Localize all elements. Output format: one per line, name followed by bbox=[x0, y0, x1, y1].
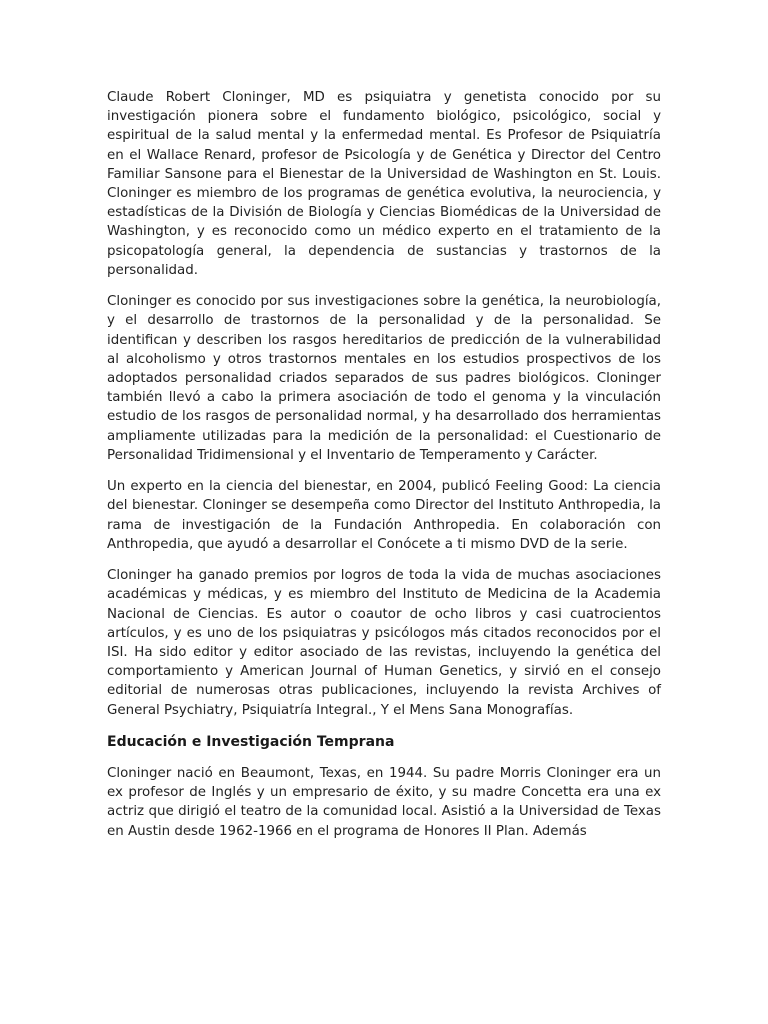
paragraph-wellbeing: Un experto en la ciencia del bienestar, en 2004, publicó Feeling Good: La ciencia del bienestar. Cloninger se desempeña como Director del Instituto Anthropedia, la rama de investigación de la Fundación Anthropedia. En colaboración con Anthropedia, que ayudó a desarrollar el Conócete a ti mismo DVD de la serie. bbox=[107, 479, 661, 552]
paragraph-awards: Cloninger ha ganado premios por logros de toda la vida de muchas asociaciones académicas y médicas, y es miembro del Instituto de Medicina de la Academia Nacional de Ciencias. Es autor o coautor de ocho libros y casi cuatrocientos artículos, y es uno de los psiquiatras y psicólogos más citados reconocidos por el ISI. Ha sido editor y editor asociado de las revistas, incluyendo la genética del comportamiento y American Journal of Human Genetics, y sirvió en el consejo editorial de numerosas otras publicaciones, incluyendo la revista Archives of General Psychiatry, Psiquiatría Integral., Y el Mens Sana Monografías. bbox=[107, 568, 661, 718]
paragraph-intro: Claude Robert Cloninger, MD es psiquiatra y genetista conocido por su investigación pionera sobre el fundamento biológico, psicológico, social y espiritual de la salud mental y la enfermedad mental. Es Profesor de Psiquiatría en el Wallace Renard, profesor de Psicología y de Genética y Director del Centro Familiar Sansone para el Bienestar de la Universidad de Washington en St. Louis. Cloninger es miembro de los programas de genética evolutiva, la neurociencia, y estadísticas de la División de Biología y Ciencias Biomédicas de la Universidad de Washington, y es reconocido como un médico experto en el tratamiento de la psicopatología general, la dependencia de sustancias y trastornos de la personalidad. bbox=[107, 90, 661, 278]
paragraph-education: Cloninger nació en Beaumont, Texas, en 1944. Su padre Morris Cloninger era un ex profesor de Inglés y un empresario de éxito, y su madre Concetta era una ex actriz que dirigió el teatro de la comunidad local. Asistió a la Universidad de Texas en Austin desde 1962-1966 en el programa de Honores II Plan. Además bbox=[107, 766, 661, 839]
document-page bbox=[107, 88, 661, 853]
paragraph-research: Cloninger es conocido por sus investigaciones sobre la genética, la neurobiología, y el desarrollo de trastornos de la personalidad y de la personalidad. Se identifican y describen los rasgos hereditarios de predicción de la vulnerabilidad al alcoholismo y otros trastornos mentales en los estudios prospectivos de los adoptados personalidad criados separados de sus padres biológicos. Cloninger también llevó a cabo la primera asociación de todo el genoma y la vinculación estudio de los rasgos de personalidad normal, y ha desarrollado dos herramientas ampliamente utilizadas para la medición de la personalidad: el Cuestionario de Personalidad Tridimensional y el Inventario de Temperamento y Carácter. bbox=[107, 294, 661, 463]
section-heading: Educación e Investigación Temprana bbox=[107, 734, 395, 751]
